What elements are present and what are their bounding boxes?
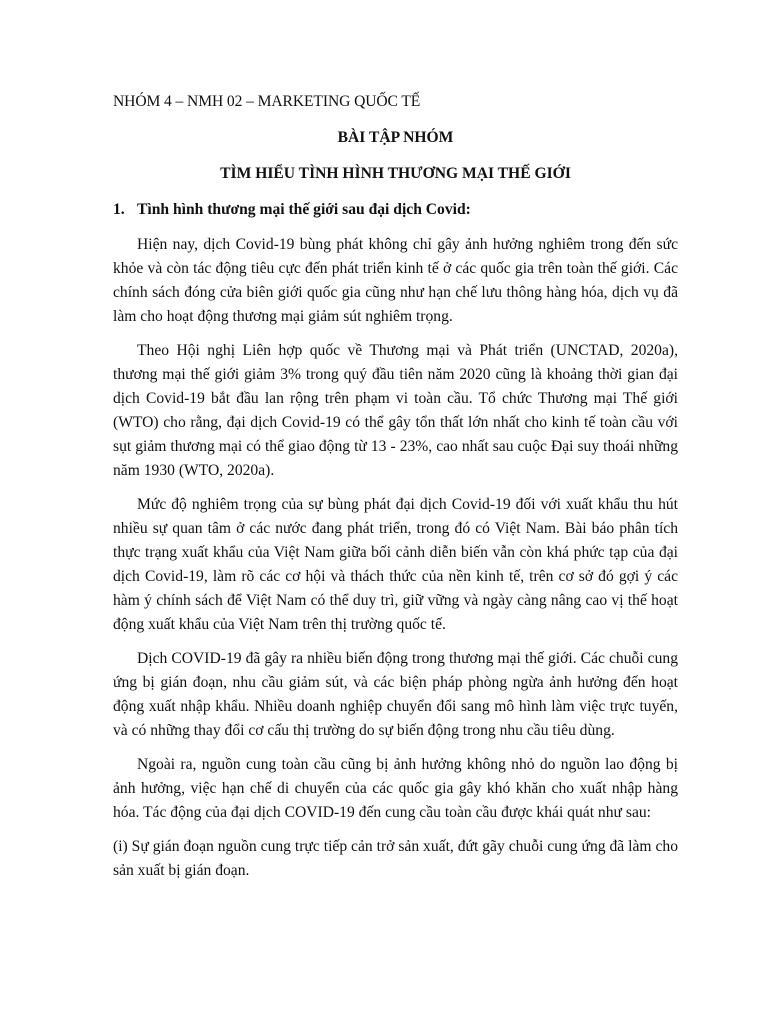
list-item: (i) Sự gián đoạn nguồn cung trực tiếp cản trở sản xuất, đứt gãy chuỗi cung ứng đã làm cho sản xuất bị gián đoạn. [113, 838, 678, 879]
group-line: NHÓM 4 – NMH 02 – MARKETING QUỐC TẾ [113, 93, 421, 110]
document-subtitle: TÌM HIỂU TÌNH HÌNH THƯƠNG MẠI THẾ GIỚI [220, 165, 571, 182]
paragraph-4: Dịch COVID-19 đã gây ra nhiều biến động trong thương mại thế giới. Các chuỗi cung ứng bị gián đoạn, nhu cầu giảm sút, và các biện pháp phòng ngừa ảnh hưởng đến hoạt động xuất nhập khẩu. Nhiều doanh nghiệp chuyển đổi sang mô hình làm việc trực tuyến, và có những thay đổi cơ cấu thị trường do sự biến động trong nhu cầu tiêu dùng. [113, 650, 678, 739]
document-page [113, 90, 678, 893]
document-title: BÀI TẬP NHÓM [337, 129, 454, 146]
paragraph-2: Theo Hội nghị Liên hợp quốc về Thương mại và Phát triển (UNCTAD, 2020a), thương mại thế giới giảm 3% trong quý đầu tiên năm 2020 cũng là khoảng thời gian đại dịch Covid-19 bắt đầu lan rộng trên phạm vi toàn cầu. Tổ chức Thương mại Thế giới (WTO) cho rằng, đại dịch Covid-19 có thể gây tổn thất lớn nhất cho kinh tế toàn cầu với sụt giảm thương mại có thể giao động từ 13 - 23%, cao nhất sau cuộc Đại suy thoái những năm 1930 (WTO, 2020a). [113, 342, 678, 479]
paragraph-5: Ngoài ra, nguồn cung toàn cầu cũng bị ảnh hưởng không nhỏ do nguồn lao động bị ảnh hưởng, việc hạn chế di chuyển của các quốc gia gây khó khăn cho xuất nhập hàng hóa. Tác động của đại dịch COVID-19 đến cung cầu toàn cầu được khái quát như sau: [113, 756, 678, 821]
paragraph-3: Mức độ nghiêm trọng của sự bùng phát đại dịch Covid-19 đối với xuất khẩu thu hút nhiều sự quan tâm ở các nước đang phát triển, trong đó có Việt Nam. Bài báo phân tích thực trạng xuất khẩu của Việt Nam giữa bối cảnh diễn biến vẫn còn khá phức tạp của đại dịch Covid-19, làm rõ các cơ hội và thách thức của nền kinh tế, trên cơ sở đó gợi ý các hàm ý chính sách để Việt Nam có thể duy trì, giữ vững và ngày càng nâng cao vị thế hoạt động xuất khẩu của Việt Nam trên thị trường quốc tế. [113, 496, 678, 633]
paragraph-1: Hiện nay, dịch Covid-19 bùng phát không chỉ gây ảnh hưởng nghiêm trong đến sức khỏe và còn tác động tiêu cực đến phát triển kinh tế ở các quốc gia trên toàn thế giới. Các chính sách đóng cửa biên giới quốc gia cũng như hạn chế lưu thông hàng hóa, dịch vụ đã làm cho hoạt động thương mại giảm sút nghiêm trọng. [113, 236, 678, 325]
section-heading-text: Tình hình thương mại thế giới sau đại dịch Covid: [137, 201, 471, 218]
section-number: 1. [113, 201, 125, 218]
section-heading [113, 198, 678, 222]
